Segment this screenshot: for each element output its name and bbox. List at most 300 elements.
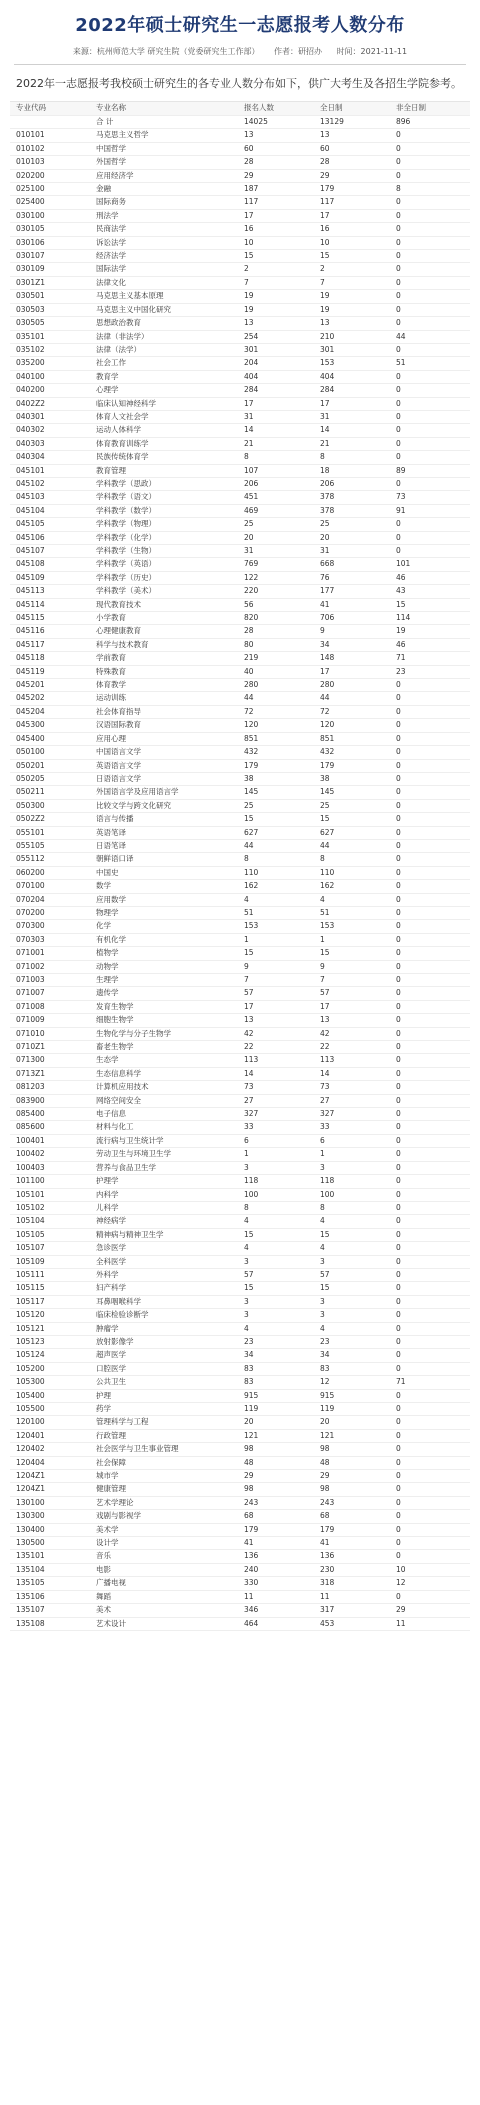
cell-applicants: 243 xyxy=(238,1496,314,1509)
cell-major: 社会保障 xyxy=(90,1456,238,1469)
cell-fulltime: 280 xyxy=(314,679,390,692)
cell-fulltime: 179 xyxy=(314,759,390,772)
cell-fulltime: 21 xyxy=(314,437,390,450)
cell-fulltime: 83 xyxy=(314,1362,390,1375)
cell-parttime: 0 xyxy=(390,437,470,450)
cell-major: 小学教育 xyxy=(90,612,238,625)
cell-fulltime: 73 xyxy=(314,1081,390,1094)
cell-code: 105200 xyxy=(10,1362,90,1375)
cell-applicants: 301 xyxy=(238,343,314,356)
cell-code: 0710Z1 xyxy=(10,1041,90,1054)
cell-major: 中国哲学 xyxy=(90,142,238,155)
cell-fulltime: 41 xyxy=(314,598,390,611)
cell-applicants: 72 xyxy=(238,705,314,718)
cell-parttime: 0 xyxy=(390,1295,470,1308)
cell-fulltime: 15 xyxy=(314,1228,390,1241)
cell-parttime: 0 xyxy=(390,1443,470,1456)
cell-major: 生态学 xyxy=(90,1054,238,1067)
table-row xyxy=(10,705,470,718)
cell-code: 045107 xyxy=(10,545,90,558)
cell-code: 045109 xyxy=(10,571,90,584)
cell-applicants: 83 xyxy=(238,1362,314,1375)
cell-fulltime: 2 xyxy=(314,263,390,276)
cell-major: 舞蹈 xyxy=(90,1590,238,1603)
table-row xyxy=(10,612,470,625)
cell-fulltime: 68 xyxy=(314,1510,390,1523)
table-row xyxy=(10,1443,470,1456)
cell-code: 105123 xyxy=(10,1335,90,1348)
table-row xyxy=(10,209,470,222)
table-row xyxy=(10,1470,470,1483)
cell-code: 055105 xyxy=(10,839,90,852)
cell-major: 超声医学 xyxy=(90,1349,238,1362)
cell-major: 日语语言文学 xyxy=(90,772,238,785)
table-row xyxy=(10,236,470,249)
cell-applicants: 23 xyxy=(238,1335,314,1348)
cell-parttime: 0 xyxy=(390,142,470,155)
cell-major: 艺术设计 xyxy=(90,1617,238,1630)
cell-major: 马克思主义基本原理 xyxy=(90,290,238,303)
cell-code: 030106 xyxy=(10,236,90,249)
cell-code: 030505 xyxy=(10,317,90,330)
cell-code: 040301 xyxy=(10,410,90,423)
cell-applicants: 28 xyxy=(238,156,314,169)
cell-major: 电影 xyxy=(90,1563,238,1576)
cell-code: 050201 xyxy=(10,759,90,772)
cell-applicants: 31 xyxy=(238,545,314,558)
cell-applicants: 10 xyxy=(238,236,314,249)
table-row xyxy=(10,1175,470,1188)
cell-applicants: 254 xyxy=(238,330,314,343)
cell-parttime: 0 xyxy=(390,209,470,222)
cell-applicants: 469 xyxy=(238,504,314,517)
cell-applicants: 15 xyxy=(238,250,314,263)
table-row xyxy=(10,1510,470,1523)
cell-code: 045102 xyxy=(10,477,90,490)
cell-applicants: 13 xyxy=(238,1014,314,1027)
table-row xyxy=(10,437,470,450)
cell-code: 120100 xyxy=(10,1416,90,1429)
cell-major: 经济法学 xyxy=(90,250,238,263)
cell-code: 010103 xyxy=(10,156,90,169)
cell-fulltime: 29 xyxy=(314,1470,390,1483)
cell-parttime: 0 xyxy=(390,1349,470,1362)
cell-major: 学科教学（英语） xyxy=(90,558,238,571)
cell-code: 120404 xyxy=(10,1456,90,1469)
cell-applicants: 34 xyxy=(238,1349,314,1362)
cell-major: 护理 xyxy=(90,1389,238,1402)
cell-parttime: 0 xyxy=(390,1094,470,1107)
cell-fulltime: 48 xyxy=(314,1456,390,1469)
cell-applicants: 122 xyxy=(238,571,314,584)
cell-applicants: 404 xyxy=(238,370,314,383)
cell-fulltime: 915 xyxy=(314,1389,390,1402)
cell-fulltime: 179 xyxy=(314,1523,390,1536)
cell-fulltime: 31 xyxy=(314,545,390,558)
cell-parttime: 0 xyxy=(390,169,470,182)
cell-major: 美术学 xyxy=(90,1523,238,1536)
table-row xyxy=(10,1121,470,1134)
table-row xyxy=(10,813,470,826)
cell-applicants: 330 xyxy=(238,1577,314,1590)
cell-major: 法律（非法学） xyxy=(90,330,238,343)
cell-major: 金融 xyxy=(90,183,238,196)
cell-parttime: 0 xyxy=(390,1523,470,1536)
cell-code: 120401 xyxy=(10,1429,90,1442)
cell-code: 135107 xyxy=(10,1604,90,1617)
cell-code: 100401 xyxy=(10,1134,90,1147)
cell-applicants: 29 xyxy=(238,1470,314,1483)
table-row xyxy=(10,1376,470,1389)
cell-applicants: 57 xyxy=(238,1268,314,1281)
cell-fulltime: 100 xyxy=(314,1188,390,1201)
cell-fulltime: 117 xyxy=(314,196,390,209)
cell-major: 电子信息 xyxy=(90,1108,238,1121)
cell-applicants: 4 xyxy=(238,1215,314,1228)
cell-parttime: 0 xyxy=(390,1335,470,1348)
table-row xyxy=(10,451,470,464)
cell-code: 045101 xyxy=(10,464,90,477)
table-row xyxy=(10,1537,470,1550)
cell-parttime: 114 xyxy=(390,612,470,625)
cell-applicants: 44 xyxy=(238,692,314,705)
cell-code: 1204Z1 xyxy=(10,1470,90,1483)
cell-major: 思想政治教育 xyxy=(90,317,238,330)
cell-fulltime: 10 xyxy=(314,236,390,249)
cell-fulltime: 136 xyxy=(314,1550,390,1563)
cell-applicants: 187 xyxy=(238,183,314,196)
table-row xyxy=(10,772,470,785)
cell-fulltime: 851 xyxy=(314,732,390,745)
cell-applicants: 136 xyxy=(238,1550,314,1563)
cell-code: 070100 xyxy=(10,880,90,893)
cell-fulltime: 16 xyxy=(314,223,390,236)
cell-major: 应用经济学 xyxy=(90,169,238,182)
cell-applicants: 327 xyxy=(238,1108,314,1121)
cell-parttime: 71 xyxy=(390,1376,470,1389)
cell-fulltime: 51 xyxy=(314,906,390,919)
cell-major: 学科教学（化学） xyxy=(90,531,238,544)
cell-code: 0301Z1 xyxy=(10,276,90,289)
cell-applicants: 68 xyxy=(238,1510,314,1523)
cell-parttime: 0 xyxy=(390,1550,470,1563)
cell-applicants: 51 xyxy=(238,906,314,919)
table-row xyxy=(10,1416,470,1429)
table-row xyxy=(10,759,470,772)
table-row xyxy=(10,156,470,169)
cell-major: 学科教学（语文） xyxy=(90,491,238,504)
cell-parttime: 0 xyxy=(390,1067,470,1080)
cell-fulltime: 31 xyxy=(314,410,390,423)
cell-fulltime: 121 xyxy=(314,1429,390,1442)
cell-applicants: 73 xyxy=(238,1081,314,1094)
cell-fulltime: 19 xyxy=(314,303,390,316)
table-row xyxy=(10,1081,470,1094)
cell-applicants: 41 xyxy=(238,1537,314,1550)
cell-fulltime: 3 xyxy=(314,1295,390,1308)
cell-fulltime: 15 xyxy=(314,1282,390,1295)
cell-applicants: 280 xyxy=(238,679,314,692)
table-row xyxy=(10,169,470,182)
table-row xyxy=(10,545,470,558)
cell-applicants: 17 xyxy=(238,1000,314,1013)
cell-fulltime: 8 xyxy=(314,1201,390,1214)
cell-major: 生物化学与分子生物学 xyxy=(90,1027,238,1040)
cell-parttime: 0 xyxy=(390,826,470,839)
cell-fulltime: 118 xyxy=(314,1175,390,1188)
cell-fulltime: 98 xyxy=(314,1483,390,1496)
cell-fulltime: 38 xyxy=(314,772,390,785)
cell-applicants: 20 xyxy=(238,531,314,544)
cell-applicants: 915 xyxy=(238,1389,314,1402)
cell-fulltime: 119 xyxy=(314,1403,390,1416)
cell-major: 马克思主义中国化研究 xyxy=(90,303,238,316)
cell-parttime: 0 xyxy=(390,1027,470,1040)
cell-applicants: 8 xyxy=(238,451,314,464)
cell-applicants: 3 xyxy=(238,1295,314,1308)
cell-applicants: 17 xyxy=(238,209,314,222)
cell-applicants: 346 xyxy=(238,1604,314,1617)
cell-major: 教育管理 xyxy=(90,464,238,477)
cell-parttime: 0 xyxy=(390,705,470,718)
cell-applicants: 25 xyxy=(238,518,314,531)
cell-code: 1204Z1 xyxy=(10,1483,90,1496)
table-row xyxy=(10,384,470,397)
cell-parttime: 0 xyxy=(390,759,470,772)
table-row xyxy=(10,974,470,987)
table-row xyxy=(10,276,470,289)
cell-fulltime: 627 xyxy=(314,826,390,839)
cell-code: 040302 xyxy=(10,424,90,437)
cell-parttime: 0 xyxy=(390,1161,470,1174)
cell-fulltime: 162 xyxy=(314,880,390,893)
cell-code: 045204 xyxy=(10,705,90,718)
cell-applicants: 107 xyxy=(238,464,314,477)
cell-parttime: 10 xyxy=(390,1563,470,1576)
cell-fulltime: 1 xyxy=(314,933,390,946)
cell-fulltime: 76 xyxy=(314,571,390,584)
cell-parttime: 0 xyxy=(390,1148,470,1161)
table-row xyxy=(10,652,470,665)
table-row xyxy=(10,1550,470,1563)
cell-code: 060200 xyxy=(10,866,90,879)
cell-fulltime: 230 xyxy=(314,1563,390,1576)
cell-applicants: 179 xyxy=(238,1523,314,1536)
cell-applicants: 4 xyxy=(238,893,314,906)
cell-major: 化学 xyxy=(90,920,238,933)
cell-fulltime: 20 xyxy=(314,1416,390,1429)
cell-parttime: 0 xyxy=(390,1188,470,1201)
cell-code: 071002 xyxy=(10,960,90,973)
cell-code: 105109 xyxy=(10,1255,90,1268)
cell-code: 045116 xyxy=(10,625,90,638)
cell-parttime: 0 xyxy=(390,947,470,960)
cell-applicants: 40 xyxy=(238,665,314,678)
cell-parttime: 0 xyxy=(390,880,470,893)
cell-applicants: 17 xyxy=(238,397,314,410)
cell-code: 120402 xyxy=(10,1443,90,1456)
cell-parttime: 19 xyxy=(390,625,470,638)
cell-applicants: 204 xyxy=(238,357,314,370)
cell-applicants: 851 xyxy=(238,732,314,745)
cell-applicants: 4 xyxy=(238,1322,314,1335)
cell-applicants: 769 xyxy=(238,558,314,571)
cell-parttime: 0 xyxy=(390,1483,470,1496)
cell-applicants: 42 xyxy=(238,1027,314,1040)
cell-code: 030100 xyxy=(10,209,90,222)
cell-parttime: 0 xyxy=(390,223,470,236)
cell-major: 材料与化工 xyxy=(90,1121,238,1134)
cell-major: 急诊医学 xyxy=(90,1242,238,1255)
cell-fulltime: 113 xyxy=(314,1054,390,1067)
cell-applicants: 179 xyxy=(238,759,314,772)
cell-fulltime: 8 xyxy=(314,451,390,464)
cell-major: 汉语国际教育 xyxy=(90,719,238,732)
table-row xyxy=(10,1617,470,1630)
cell-parttime: 0 xyxy=(390,813,470,826)
table-row xyxy=(10,1309,470,1322)
cell-major: 数学 xyxy=(90,880,238,893)
cell-code: 030109 xyxy=(10,263,90,276)
cell-applicants: 110 xyxy=(238,866,314,879)
cell-major: 科学与技术教育 xyxy=(90,638,238,651)
cell-parttime: 73 xyxy=(390,491,470,504)
cell-parttime: 8 xyxy=(390,183,470,196)
cell-parttime: 0 xyxy=(390,397,470,410)
cell-applicants: 3 xyxy=(238,1161,314,1174)
cell-code: 105102 xyxy=(10,1201,90,1214)
cell-fulltime: 22 xyxy=(314,1041,390,1054)
header-fulltime: 全日制 xyxy=(314,102,390,116)
cell-major: 日语笔译 xyxy=(90,839,238,852)
cell-major: 生态信息科学 xyxy=(90,1067,238,1080)
cell-major: 遗传学 xyxy=(90,987,238,1000)
table-row xyxy=(10,866,470,879)
cell-applicants: 57 xyxy=(238,987,314,1000)
cell-code: 085600 xyxy=(10,1121,90,1134)
cell-applicants: 1 xyxy=(238,933,314,946)
cell-applicants: 464 xyxy=(238,1617,314,1630)
cell-code: 040100 xyxy=(10,370,90,383)
table-row xyxy=(10,746,470,759)
cell-parttime: 44 xyxy=(390,330,470,343)
cell-major: 网络空间安全 xyxy=(90,1094,238,1107)
table-row xyxy=(10,1523,470,1536)
cell-fulltime: 404 xyxy=(314,370,390,383)
cell-code: 100402 xyxy=(10,1148,90,1161)
cell-code xyxy=(10,116,90,129)
table-row xyxy=(10,357,470,370)
table-row xyxy=(10,531,470,544)
cell-code: 071300 xyxy=(10,1054,90,1067)
cell-parttime: 0 xyxy=(390,799,470,812)
meta-time: 时间：2021-11-11 xyxy=(336,47,408,56)
cell-parttime: 0 xyxy=(390,290,470,303)
cell-applicants: 25 xyxy=(238,799,314,812)
cell-code: 035101 xyxy=(10,330,90,343)
table-row xyxy=(10,1242,470,1255)
cell-parttime: 0 xyxy=(390,343,470,356)
table-row xyxy=(10,1108,470,1121)
cell-parttime: 0 xyxy=(390,1228,470,1241)
cell-applicants: 98 xyxy=(238,1483,314,1496)
table-row xyxy=(10,1041,470,1054)
cell-fulltime: 15 xyxy=(314,813,390,826)
cell-applicants: 15 xyxy=(238,813,314,826)
cell-major: 中国史 xyxy=(90,866,238,879)
table-row xyxy=(10,518,470,531)
cell-parttime: 0 xyxy=(390,196,470,209)
cell-fulltime: 98 xyxy=(314,1443,390,1456)
cell-code: 071010 xyxy=(10,1027,90,1040)
cell-parttime: 0 xyxy=(390,1108,470,1121)
cell-fulltime: 3 xyxy=(314,1255,390,1268)
cell-code: 071008 xyxy=(10,1000,90,1013)
cell-fulltime: 28 xyxy=(314,156,390,169)
cell-code: 050100 xyxy=(10,746,90,759)
cell-fulltime: 318 xyxy=(314,1577,390,1590)
cell-applicants: 8 xyxy=(238,853,314,866)
cell-parttime: 0 xyxy=(390,1322,470,1335)
cell-major: 英语笔译 xyxy=(90,826,238,839)
cell-major: 外国语言学及应用语言学 xyxy=(90,786,238,799)
cell-fulltime: 29 xyxy=(314,169,390,182)
cell-fulltime: 34 xyxy=(314,638,390,651)
cell-parttime: 0 xyxy=(390,960,470,973)
cell-applicants: 2 xyxy=(238,263,314,276)
cell-code: 100403 xyxy=(10,1161,90,1174)
cell-parttime: 0 xyxy=(390,1081,470,1094)
table-row xyxy=(10,960,470,973)
cell-code: 045104 xyxy=(10,504,90,517)
header-parttime: 非全日制 xyxy=(390,102,470,116)
table-row xyxy=(10,1590,470,1603)
cell-applicants: 219 xyxy=(238,652,314,665)
cell-major: 应用心理 xyxy=(90,732,238,745)
cell-fulltime: 179 xyxy=(314,183,390,196)
cell-parttime: 0 xyxy=(390,1590,470,1603)
cell-applicants: 48 xyxy=(238,1456,314,1469)
table-row xyxy=(10,625,470,638)
cell-fulltime: 15 xyxy=(314,250,390,263)
cell-major: 有机化学 xyxy=(90,933,238,946)
cell-fulltime: 19 xyxy=(314,290,390,303)
cell-major: 全科医学 xyxy=(90,1255,238,1268)
cell-major: 合 计 xyxy=(90,116,238,129)
cell-parttime: 0 xyxy=(390,276,470,289)
cell-parttime: 0 xyxy=(390,1175,470,1188)
cell-parttime: 0 xyxy=(390,317,470,330)
table-row xyxy=(10,1496,470,1509)
cell-parttime: 0 xyxy=(390,263,470,276)
cell-code: 050300 xyxy=(10,799,90,812)
enrollment-table-wrapper xyxy=(10,101,470,1631)
table-row xyxy=(10,1228,470,1241)
cell-applicants: 44 xyxy=(238,839,314,852)
meta-source: 来源：杭州师范大学 研究生院（党委研究生工作部） xyxy=(72,47,260,56)
cell-fulltime: 148 xyxy=(314,652,390,665)
cell-fulltime: 110 xyxy=(314,866,390,879)
cell-code: 105117 xyxy=(10,1295,90,1308)
cell-fulltime: 3 xyxy=(314,1161,390,1174)
cell-code: 045105 xyxy=(10,518,90,531)
table-row xyxy=(10,799,470,812)
cell-parttime: 0 xyxy=(390,424,470,437)
cell-parttime: 12 xyxy=(390,1577,470,1590)
cell-parttime: 0 xyxy=(390,1000,470,1013)
cell-major: 国际商务 xyxy=(90,196,238,209)
cell-applicants: 38 xyxy=(238,772,314,785)
